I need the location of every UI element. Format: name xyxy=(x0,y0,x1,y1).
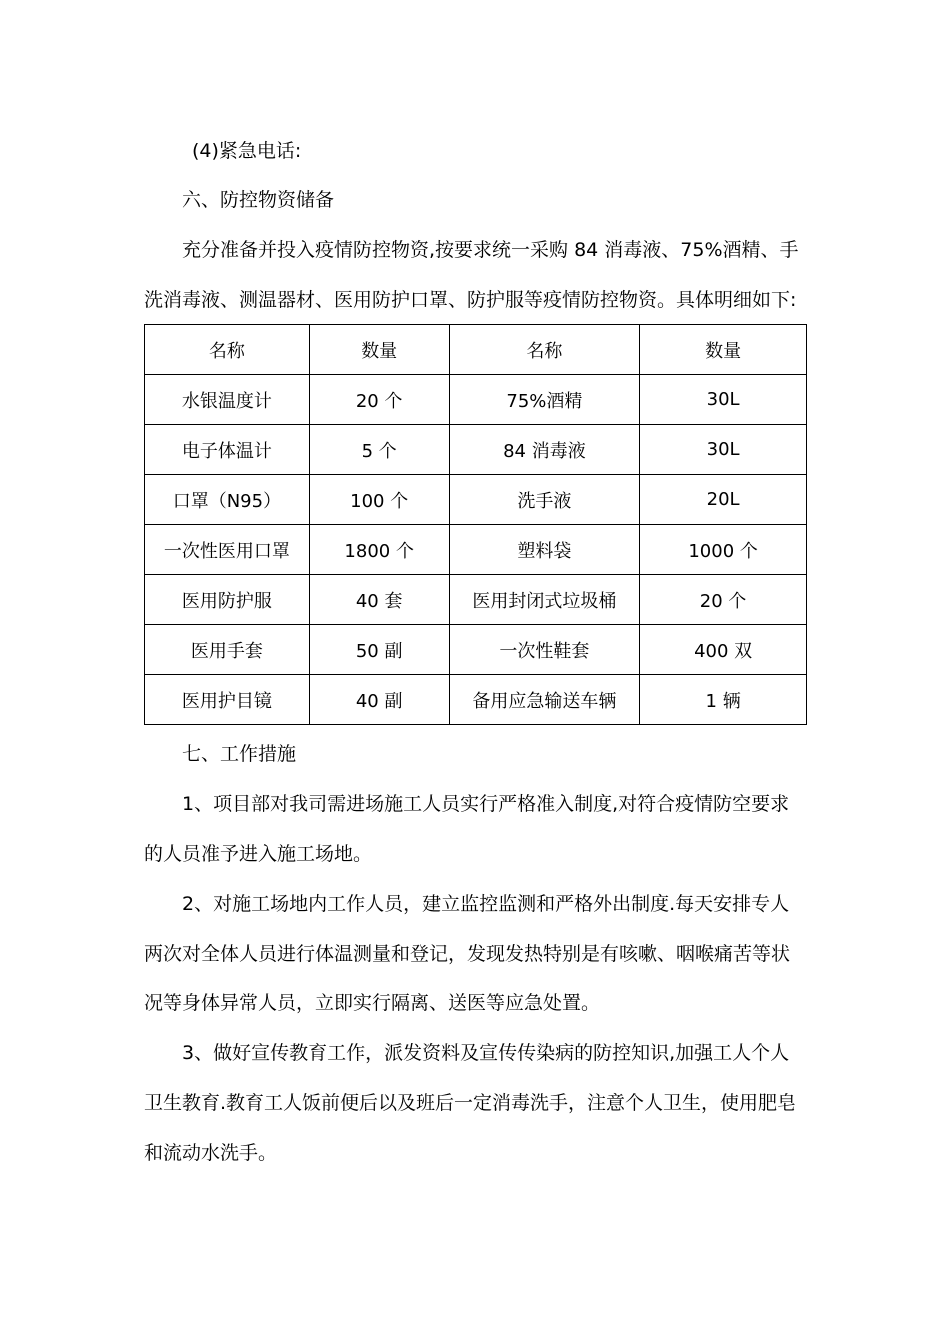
table-cell: 100 个 xyxy=(309,475,449,525)
emergency-phone-line: (4)紧急电话: xyxy=(192,140,302,162)
table-cell: 塑料袋 xyxy=(449,525,640,575)
table-cell: 5 个 xyxy=(309,425,449,475)
section6-paragraph-line-1: 充分准备并投入疫情防控物资,按要求统一采购 84 消毒液、75%酒精、手 xyxy=(182,239,799,261)
table-row xyxy=(145,625,807,675)
header-quantity-1: 数量 xyxy=(309,325,449,375)
table-cell: 20 个 xyxy=(309,375,449,425)
table-cell: 20L xyxy=(640,475,807,525)
header-name-1: 名称 xyxy=(145,325,310,375)
measure-1-line-1: 1、项目部对我司需进场施工人员实行严格准入制度,对符合疫情防空要求 xyxy=(182,793,790,815)
table-cell: 电子体温计 xyxy=(145,425,310,475)
table-row xyxy=(145,675,807,725)
table-cell: 备用应急输送车辆 xyxy=(449,675,640,725)
table-cell: 75%酒精 xyxy=(449,375,640,425)
table-cell: 20 个 xyxy=(640,575,807,625)
table-cell: 医用护目镜 xyxy=(145,675,310,725)
measure-2-line-2: 两次对全体人员进行体温测量和登记，发现发热特别是有咳嗽、咽喉痛苦等状 xyxy=(144,943,791,965)
measure-2-line-1: 2、对施工场地内工作人员，建立监控监测和严格外出制度.每天安排专人 xyxy=(182,893,790,915)
table-row xyxy=(145,525,807,575)
table-cell: 洗手液 xyxy=(449,475,640,525)
section6-title: 六、防控物资储备 xyxy=(182,189,335,211)
measure-3-line-2: 卫生教育.教育工人饭前便后以及班后一定消毒洗手，注意个人卫生，使用肥皂 xyxy=(144,1092,797,1114)
table-cell: 医用防护服 xyxy=(145,575,310,625)
supplies-table xyxy=(144,324,807,725)
table-row xyxy=(145,425,807,475)
section6-paragraph-line-2: 洗消毒液、测温器材、医用防护口罩、防护服等疫情防控物资。具体明细如下: xyxy=(144,289,797,311)
table-row xyxy=(145,575,807,625)
table-cell: 50 副 xyxy=(309,625,449,675)
table-cell: 水银温度计 xyxy=(145,375,310,425)
table-cell: 1800 个 xyxy=(309,525,449,575)
header-quantity-2: 数量 xyxy=(640,325,807,375)
table-cell: 400 双 xyxy=(640,625,807,675)
table-cell: 1000 个 xyxy=(640,525,807,575)
table-row xyxy=(145,475,807,525)
table-cell: 84 消毒液 xyxy=(449,425,640,475)
section7-title: 七、工作措施 xyxy=(182,743,297,765)
table-cell: 40 副 xyxy=(309,675,449,725)
table-cell: 30L xyxy=(640,375,807,425)
measure-2-line-3: 况等身体异常人员，立即实行隔离、送医等应急处置。 xyxy=(144,992,601,1014)
measure-1-line-2: 的人员准予进入施工场地。 xyxy=(144,843,373,865)
table-cell: 30L xyxy=(640,425,807,475)
measure-3-line-1: 3、做好宣传教育工作，派发资料及宣传传染病的防控知识,加强工人个人 xyxy=(182,1042,790,1064)
table-row xyxy=(145,375,807,425)
table-cell: 1 辆 xyxy=(640,675,807,725)
table-header-row xyxy=(145,325,807,375)
table-cell: 医用封闭式垃圾桶 xyxy=(449,575,640,625)
table-cell: 口罩（N95） xyxy=(145,475,310,525)
table-cell: 40 套 xyxy=(309,575,449,625)
table-cell: 一次性医用口罩 xyxy=(145,525,310,575)
table-cell: 医用手套 xyxy=(145,625,310,675)
table-cell: 一次性鞋套 xyxy=(449,625,640,675)
measure-3-line-3: 和流动水洗手。 xyxy=(144,1142,278,1164)
header-name-2: 名称 xyxy=(449,325,640,375)
